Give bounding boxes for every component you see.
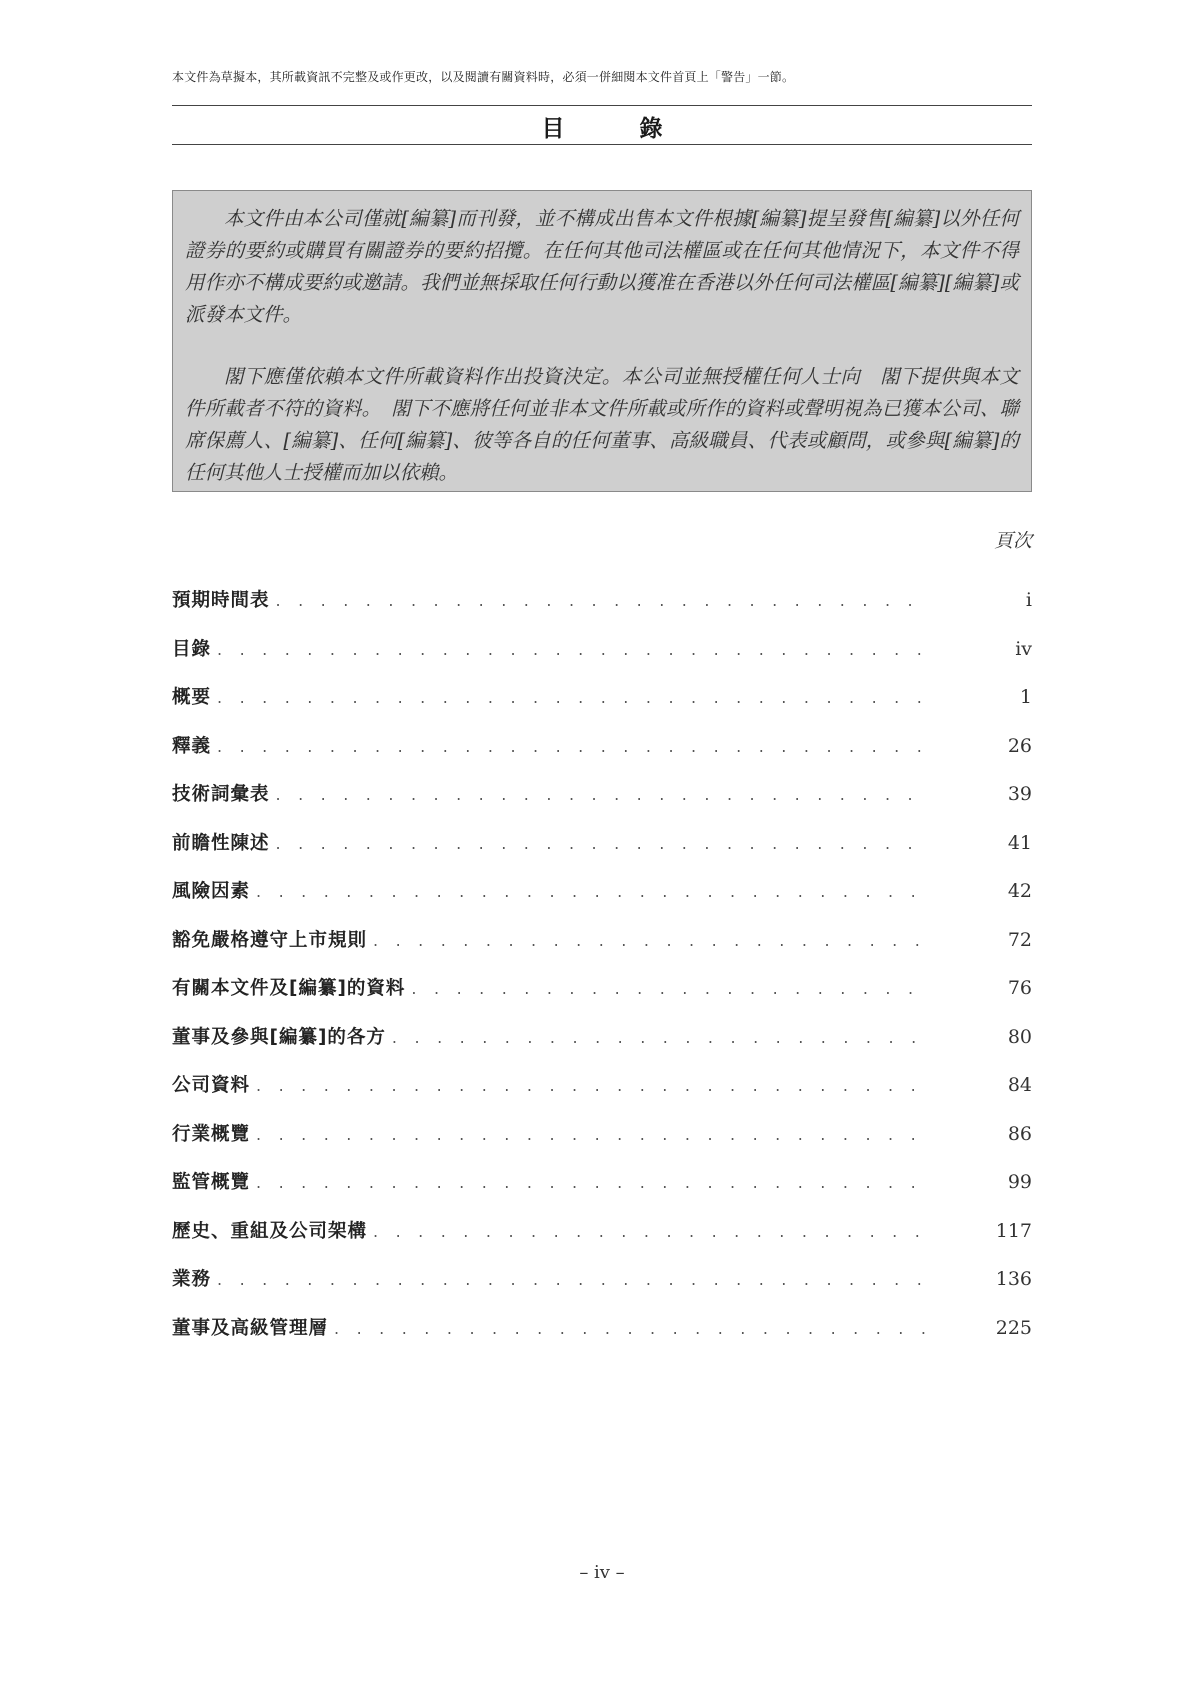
toc-leader-dots — [217, 1270, 928, 1289]
toc-entry-label: 公司資料 — [172, 1075, 251, 1096]
toc-entry[interactable] — [172, 1265, 1032, 1314]
toc-entry-page: 80 — [1007, 1025, 1032, 1048]
toc-entry[interactable] — [172, 683, 1032, 732]
toc-leader-dots — [276, 591, 928, 610]
toc-entry-label: 目錄 — [172, 638, 212, 660]
toc-leader-dots — [256, 1173, 928, 1192]
toc-entry[interactable] — [172, 1168, 1032, 1217]
disclaimer-paragraph: 本文件由本公司僅就[編纂]而刊發，並不構成出售本文件根據[編纂]提呈發售[編纂]以外任何證券的要約或購買有關證券的要約招攬。在任何其他司法權區或在任何其他情況下，本文件不得用作亦不構成要約或邀請。我們並無採取任何行動以獲准在香港以外任何司法權區[編纂][編纂]或派發本文件。 — [185, 207, 1019, 326]
toc-entry-label: 歷史、重組及公司架構 — [172, 1220, 368, 1242]
toc-entry[interactable] — [172, 877, 1032, 926]
toc-entry[interactable] — [172, 1120, 1032, 1169]
toc-entry[interactable] — [172, 780, 1032, 829]
toc-entry-page: 41 — [1007, 831, 1032, 854]
header-rule-top — [172, 105, 1032, 106]
toc-leader-dots — [392, 1028, 928, 1047]
toc-entry-label: 預期時間表 — [172, 590, 270, 611]
toc-entry-label: 技術詞彙表 — [172, 784, 270, 805]
toc-entry-page: 225 — [995, 1316, 1032, 1339]
toc-entry[interactable] — [172, 829, 1032, 878]
toc-entry[interactable] — [172, 586, 1032, 635]
toc-entry-label: 行業概覽 — [172, 1123, 251, 1145]
toc-entry-page: 72 — [1007, 928, 1032, 951]
toc-entry-label: 業務 — [172, 1269, 212, 1290]
toc-entry-page: i — [1025, 589, 1032, 611]
toc-leader-dots — [217, 640, 928, 659]
toc-entry-label: 概要 — [172, 687, 212, 708]
draft-notice: 本文件為草擬本，其所載資訊不完整及或作更改，以及閱讀有關資料時，必須一併細閱本文件首頁上「警告」一節。 — [172, 70, 795, 84]
toc-entry-label: 監管概覽 — [172, 1172, 251, 1193]
document-page — [172, 0, 1032, 1698]
toc-entry-page: 99 — [1007, 1171, 1032, 1193]
toc-entry-label: 有關本文件及[編纂]的資料 — [172, 978, 406, 999]
page-title: 目 錄 — [541, 116, 689, 142]
toc-entry-page: 26 — [1007, 734, 1032, 757]
toc-leader-dots — [373, 1222, 928, 1241]
toc-leader-dots — [276, 785, 928, 804]
toc-leader-dots — [411, 979, 928, 998]
toc-leader-dots — [373, 931, 928, 950]
toc-leader-dots — [334, 1319, 928, 1338]
toc-entry[interactable] — [172, 1217, 1032, 1266]
toc-entry[interactable] — [172, 1023, 1032, 1072]
toc-leader-dots — [217, 737, 928, 756]
toc-entry-page: 86 — [1007, 1122, 1032, 1145]
toc-entry-label: 董事及參與[編纂]的各方 — [172, 1026, 386, 1048]
table-of-contents — [172, 586, 1032, 1362]
page-number: – iv – — [579, 1562, 625, 1583]
toc-entry-page: 76 — [1007, 977, 1032, 999]
toc-entry[interactable] — [172, 732, 1032, 781]
disclaimer-box — [172, 190, 1032, 492]
toc-entry[interactable] — [172, 1071, 1032, 1120]
toc-entry[interactable] — [172, 926, 1032, 975]
toc-leader-dots — [217, 688, 928, 707]
toc-entry[interactable] — [172, 1314, 1032, 1363]
toc-entry-page: 39 — [1007, 783, 1032, 805]
toc-entry-page: 1 — [1019, 686, 1032, 708]
toc-entry-page: iv — [1015, 637, 1032, 660]
toc-entry[interactable] — [172, 974, 1032, 1023]
toc-leader-dots — [256, 1125, 928, 1144]
toc-leader-dots — [276, 834, 928, 853]
toc-entry-label: 前瞻性陳述 — [172, 832, 270, 854]
toc-entry-page: 42 — [1007, 880, 1032, 902]
header-rule-bottom — [172, 144, 1032, 145]
toc-entry-label: 釋義 — [172, 735, 212, 757]
toc-leader-dots — [256, 882, 928, 901]
toc-entry-page: 84 — [1007, 1074, 1032, 1096]
toc-entry-label: 豁免嚴格遵守上市規則 — [172, 929, 368, 951]
toc-entry-page: 136 — [995, 1268, 1032, 1290]
toc-entry-label: 董事及高級管理層 — [172, 1317, 329, 1339]
toc-leader-dots — [256, 1076, 928, 1095]
toc-entry[interactable] — [172, 635, 1032, 684]
toc-entry-page: 117 — [995, 1219, 1032, 1242]
disclaimer-paragraph: 閣下應僅依賴本文件所載資料作出投資決定。本公司並無授權任何人士向 閣下提供與本文件所載者不符的資料。 閣下不應將任何並非本文件所載或所作的資料或聲明視為已獲本公司、聯席保薦人、[編纂]、任何[編纂]、彼等各自的任何董事、高級職員、代表或顧問，或參與[編纂]的任何其他人士授權而加以依賴。 — [185, 365, 1019, 484]
toc-entry-label: 風險因素 — [172, 881, 251, 902]
page-column-heading: 頁次 — [993, 530, 1032, 552]
